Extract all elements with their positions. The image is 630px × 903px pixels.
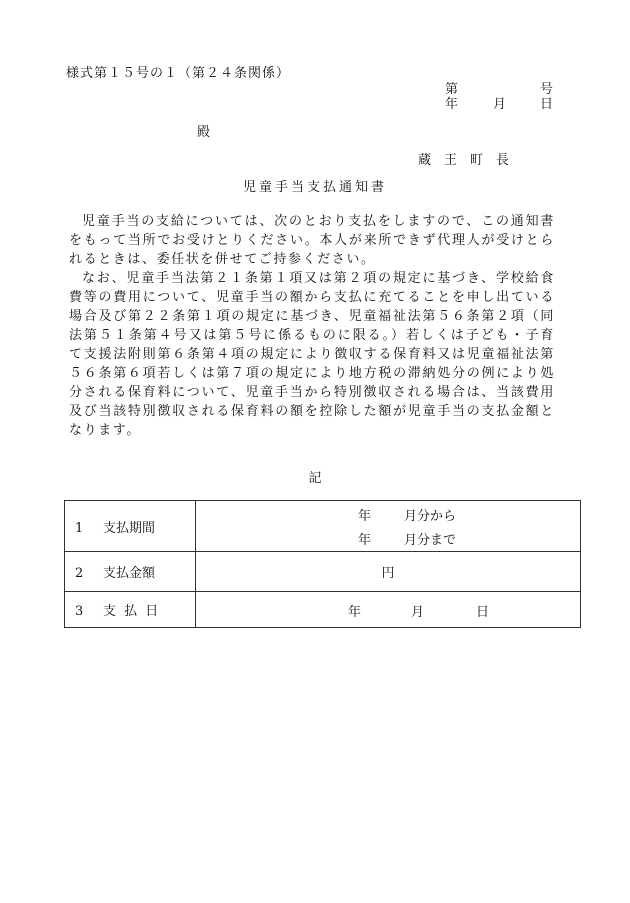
- addressee-honorific: 殿: [197, 125, 211, 140]
- row-number: 1: [75, 520, 84, 536]
- table-row: [65, 501, 581, 552]
- amount-unit: 円: [381, 566, 395, 581]
- paydate-year: 年: [348, 604, 362, 620]
- row-label-paydate: [65, 592, 196, 628]
- document-title: 児童手当支払通知書: [242, 180, 387, 195]
- issue-number-prefix: 第: [445, 82, 459, 97]
- row-label-period: [65, 501, 196, 552]
- period-to-month: 月分まで: [404, 533, 457, 548]
- row-number: 2: [75, 566, 84, 581]
- period-from-month: 月分から: [404, 509, 457, 524]
- issue-date-year: 年: [445, 97, 459, 112]
- amount-value-cell: [196, 552, 581, 592]
- paydate-month: 月: [411, 604, 425, 620]
- body-paragraph-2: なお、児童手当法第２１条第１項又は第２項の規定に基づき、学校給食費等の費用について、児童手当の額から支払に充てることを申し出ている場合及び第２２条第１項の規定に基づき、児童福祉法第５６条第２項（同法第５１条第４号又は第５号に係るものに限る。）若しくは子ども・子育て支援法附則第６条第４項の規定により徴収する保育料又は児童福祉法第５６条第６項若しくは第７項の規定により地方税の滞納処分の例により処分される保育料について、児童手当から特別徴収される場合は、当該費用及び当該特別徴収される保育料の額を控除した額が児童手当の支払金額となります。: [69, 271, 555, 438]
- row-label: 支 払 日: [103, 604, 161, 619]
- period-to-year: 年: [358, 533, 372, 548]
- period-value-cell: [196, 501, 581, 552]
- form-number: 様式第１５号の１（第２４条関係）: [66, 66, 291, 81]
- body-paragraph-1: 児童手当の支給については、次のとおり支払をしますので、この通知書をもって当所でお受けとりください。本人が来所できず代理人が受けとられるときは、委任状を併せてご持参ください。: [69, 214, 555, 267]
- table-row: [65, 552, 581, 592]
- row-label: 支払金額: [103, 566, 156, 581]
- paydate-day: 日: [476, 604, 490, 620]
- table-row: [65, 592, 581, 628]
- issuer-name: 蔵王町長: [418, 153, 523, 168]
- period-from-year: 年: [358, 509, 372, 524]
- issue-number-suffix: 号: [540, 82, 554, 97]
- row-label: 支払期間: [103, 520, 156, 536]
- issue-date-day: 日: [540, 97, 554, 112]
- issue-date-month: 月: [493, 97, 507, 112]
- row-label-amount: [65, 552, 196, 592]
- row-number: 3: [75, 604, 84, 619]
- ki-marker: 記: [308, 471, 322, 486]
- paydate-value-cell: [196, 592, 581, 628]
- payment-details-table: [64, 500, 581, 628]
